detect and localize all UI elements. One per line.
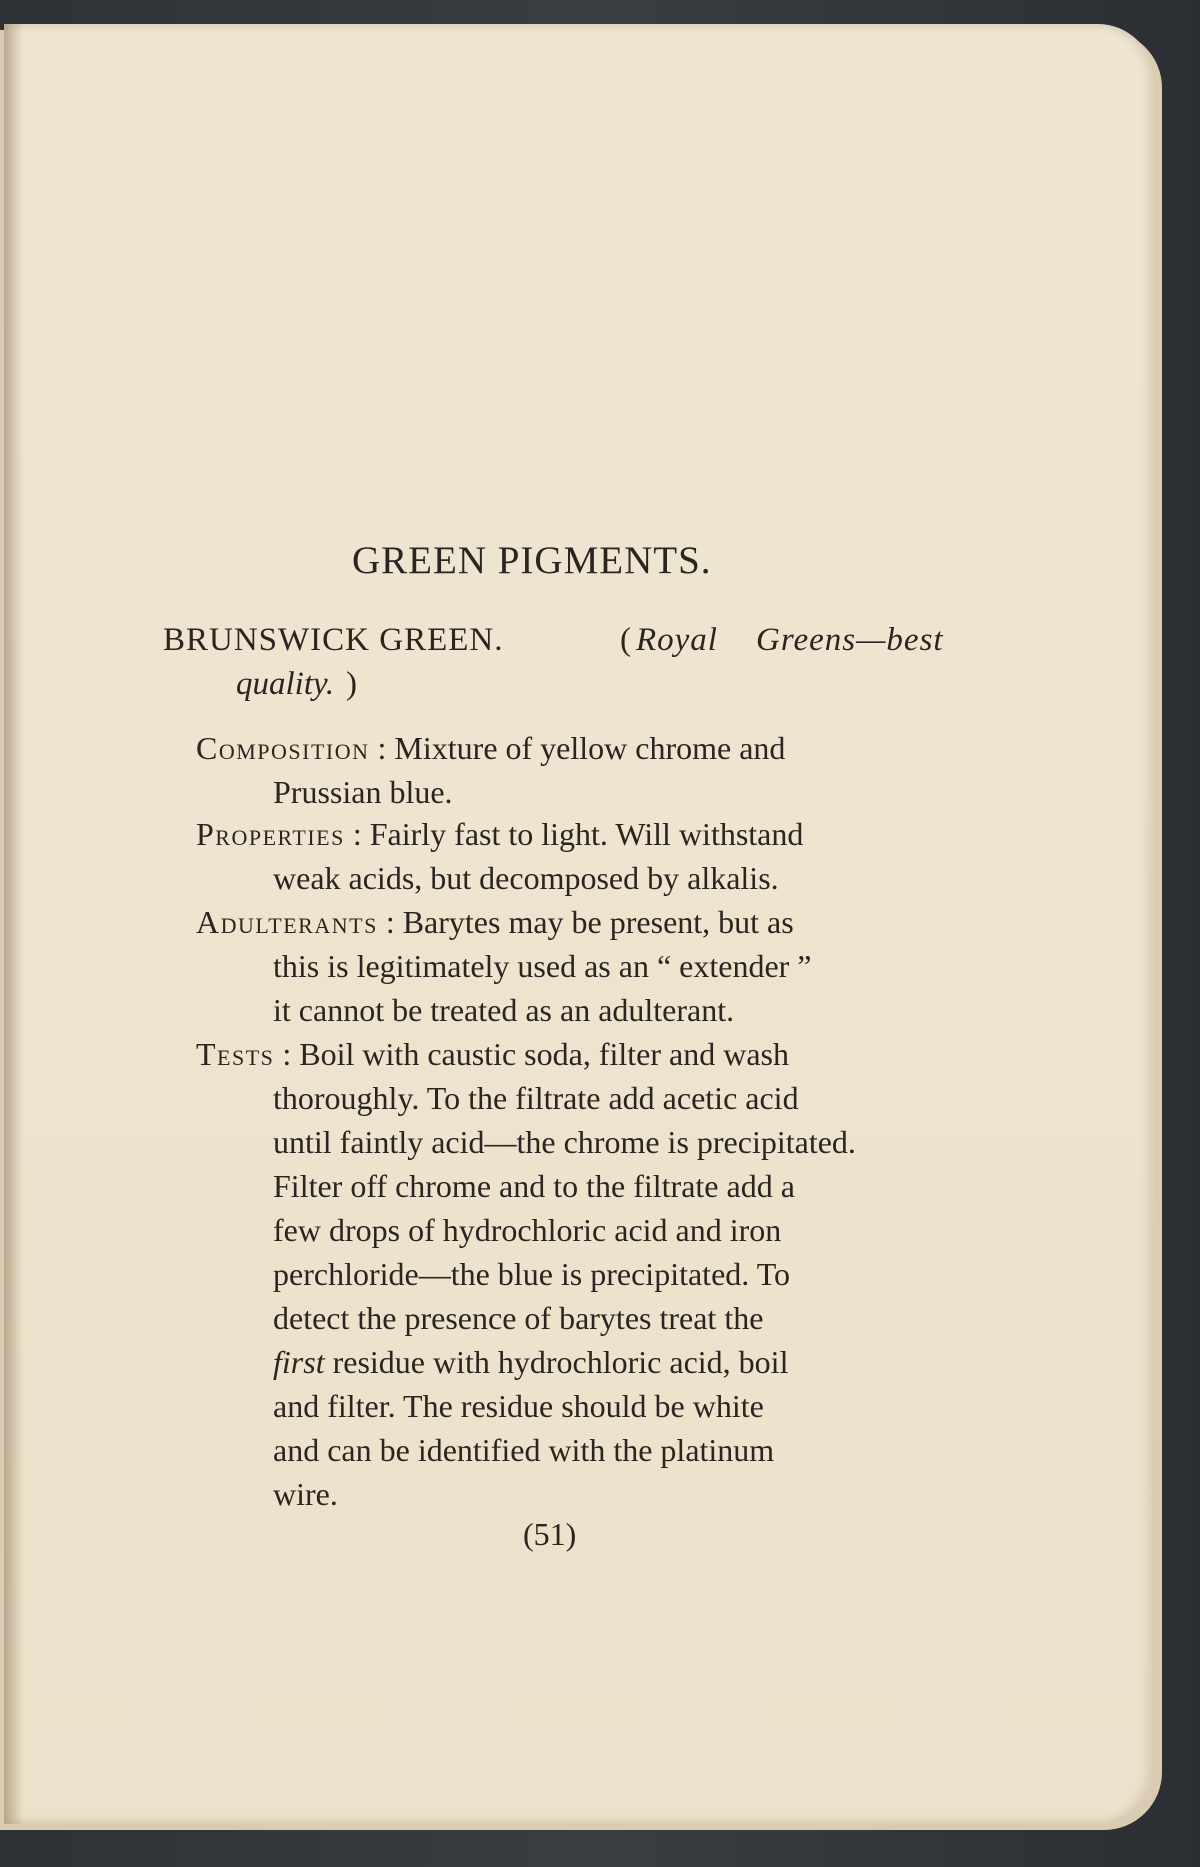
composition-line-2: Prussian blue. [273,774,453,810]
adulterants-line-3: it cannot be treated as an adulterant. [273,992,735,1028]
entry-subtitle-word-2: Greens—best [756,622,944,658]
tests-line-3: until faintly acid—the chrome is precipitated. [273,1124,856,1160]
tests-line-11: wire. [273,1476,338,1512]
tests-line-4: Filter off chrome and to the filtrate add a [273,1168,795,1204]
tests-line-10: and can be identified with the platinum [273,1432,775,1468]
tests-entry [196,1036,789,1073]
composition-line-1: Mixture of yellow chrome and [394,730,786,766]
tests-label: Tests [196,1036,275,1072]
composition-label: Composition [196,730,370,766]
adulterants-entry [196,904,794,941]
properties-entry [196,816,803,853]
properties-line-2: weak acids, but decomposed by alkalis. [273,860,779,896]
page-heading: GREEN PIGMENTS. [352,539,712,582]
tests-line-6: perchloride—the blue is precipitated. To [273,1256,790,1292]
tests-line-2: thoroughly. To the filtrate add acetic acid [273,1080,799,1116]
tests-separator: : [274,1036,292,1072]
entry-subtitle-close: ) [346,666,357,702]
entry-subtitle-word-1: Royal [636,622,718,658]
properties-line-1: Fairly fast to light. Will withstand [369,816,804,852]
composition-separator: : [369,730,387,766]
tests-line-8-italic: first [273,1344,325,1380]
adulterants-line-1: Barytes may be present, but as [402,904,794,940]
tests-line-7: detect the presence of barytes treat the [273,1300,764,1336]
composition-entry [196,730,785,767]
tests-line-1: Boil with caustic soda, filter and wash [299,1036,789,1072]
page-number: (51) [523,1516,577,1552]
tests-line-8-rest: residue with hydrochloric acid, boil [332,1344,789,1380]
entry-subtitle-line-2: quality. [236,666,335,702]
adulterants-line-2: this is legitimately used as an “ extender ” [273,948,812,984]
entry-name: BRUNSWICK GREEN. [163,622,504,658]
tests-line-5: few drops of hydrochloric acid and iron [273,1212,782,1248]
adulterants-label: Adulterants [196,904,378,940]
adulterants-separator: : [377,904,395,940]
page-gutter-shadow [4,24,24,1824]
tests-line-9: and filter. The residue should be white [273,1388,764,1424]
properties-label: Properties [196,816,345,852]
properties-separator: : [344,816,362,852]
entry-subtitle-open: ( [620,622,632,658]
tests-line-8 [273,1344,788,1381]
